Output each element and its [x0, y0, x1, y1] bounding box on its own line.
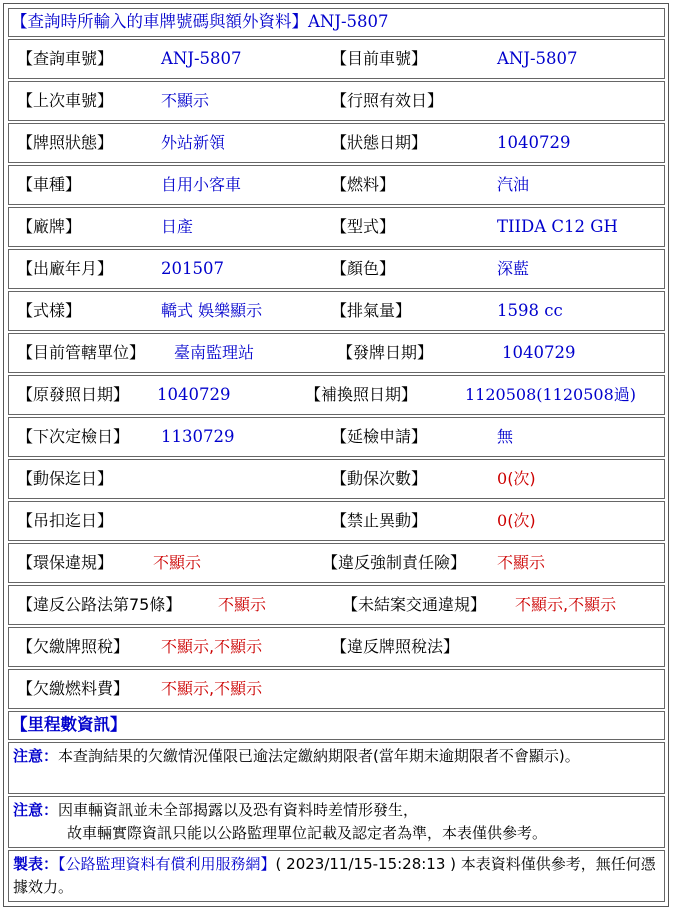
label-manufacture-date: 【出廠年月】	[17, 259, 114, 278]
count-number: 0	[497, 469, 508, 488]
row-next-inspection	[8, 417, 665, 457]
ban-number: 0	[497, 511, 508, 530]
note-source	[8, 850, 665, 902]
label-fuel: 【燃料】	[331, 175, 396, 194]
note-disclaimer-line2: 故車輛實際資訊只能以公路監理單位記載及認定者為準，本表僅供參考。	[67, 824, 548, 842]
value-displacement: 1598 cc	[497, 300, 563, 320]
value-model: TIIDA C12 GH	[497, 216, 618, 236]
label-brand: 【廠牌】	[17, 217, 82, 236]
label-insurance-violation: 【違反強制責任險】	[322, 553, 467, 572]
row-license-tax	[8, 627, 665, 667]
label-body-style: 【式樣】	[17, 301, 82, 320]
value-plate-issue-date: 1040729	[502, 342, 576, 362]
label-environment-violation: 【環保違規】	[17, 553, 114, 572]
value-next-inspection: 1130729	[161, 426, 235, 446]
label-license-tax-law: 【違反牌照稅法】	[331, 637, 460, 656]
label-next-inspection: 【下次定檢日】	[17, 427, 130, 446]
row-vehicle-type	[8, 165, 665, 205]
row-original-license-date	[8, 375, 665, 415]
row-body-style	[8, 291, 665, 331]
label-license-tax-arrears: 【欠繳牌照稅】	[17, 637, 130, 656]
value-previous-plate: 不顯示	[161, 91, 210, 110]
title-row	[8, 8, 665, 37]
label-status-date: 【狀態日期】	[331, 133, 428, 152]
label-original-license-date: 【原發照日期】	[17, 385, 130, 404]
value-vehicle-type: 自用小客車	[161, 175, 242, 194]
label-extension-request: 【延檢申請】	[331, 427, 428, 446]
label-current-plate: 【目前車號】	[331, 49, 428, 68]
row-environment-violation	[8, 543, 665, 583]
note-source-tag: 製表：	[13, 855, 59, 873]
value-fuel: 汽油	[497, 175, 530, 194]
note-arrears	[8, 742, 665, 794]
value-status-date: 1040729	[497, 132, 571, 152]
value-fuel-fee-arrears: 不顯示,不顯示	[161, 679, 263, 698]
note-disclaimer	[8, 796, 665, 848]
value-manufacture-date: 201507	[161, 258, 224, 278]
label-previous-plate: 【上次車號】	[17, 91, 114, 110]
label-pending-traffic-violation: 【未結案交通違規】	[342, 595, 487, 614]
value-jurisdiction: 臺南監理站	[174, 343, 255, 362]
value-environment-violation: 不顯示	[153, 553, 202, 572]
label-movable-security-end: 【動保迄日】	[17, 469, 114, 488]
label-license-valid-date: 【行照有效日】	[331, 91, 444, 110]
title-label: 【查詢時所輸入的車牌號碼與額外資料】	[11, 12, 308, 32]
note-disclaimer-tag: 注意：	[13, 801, 59, 819]
note-arrears-tag: 注意：	[13, 747, 59, 765]
label-vehicle-type: 【車種】	[17, 175, 82, 194]
value-body-style: 轎式 娛樂顯示	[161, 301, 263, 320]
row-brand	[8, 207, 665, 247]
value-pending-traffic-violation: 不顯示,不顯示	[515, 595, 617, 614]
row-movable-security	[8, 459, 665, 499]
row-fuel-fee	[8, 669, 665, 709]
title	[11, 9, 389, 36]
label-highway-law: 【違反公路法第75條】	[17, 595, 182, 614]
label-movable-security-count: 【動保次數】	[331, 469, 428, 488]
row-query-plate	[8, 39, 665, 79]
label-suspension-end: 【吊扣迄日】	[17, 511, 114, 530]
value-license-tax-arrears: 不顯示,不顯示	[161, 637, 263, 656]
value-color: 深藍	[497, 259, 530, 278]
ban-unit: (次)	[507, 511, 536, 530]
note-source-text: ( 2023/11/15-15:28:13 ) 本表資料僅供參考，無任何憑據效力。	[13, 855, 656, 896]
value-brand: 日產	[161, 217, 194, 236]
note-disclaimer-line1: 因車輛資訊並未全部揭露以及恐有資料時差情形發生，	[58, 801, 419, 819]
value-movable-security-count	[497, 460, 536, 498]
note-source-link[interactable]: 【公路監理資料有償利用服務網】	[58, 855, 276, 873]
label-jurisdiction: 【目前管轄單位】	[17, 343, 146, 362]
label-plate-status: 【牌照狀態】	[17, 133, 114, 152]
value-plate-status: 外站新領	[161, 133, 226, 152]
label-transfer-ban: 【禁止異動】	[331, 511, 428, 530]
label-reissue-date: 【補換照日期】	[305, 385, 418, 404]
row-highway-law	[8, 585, 665, 625]
label-fuel-fee-arrears: 【欠繳燃料費】	[17, 679, 130, 698]
note-arrears-text: 本查詢結果的欠繳情況僅限已逾法定繳納期限者(當年期末逾期限者不會顯示)。	[58, 747, 580, 765]
label-displacement: 【排氣量】	[331, 301, 412, 320]
row-manufacture-date	[8, 249, 665, 289]
value-highway-law: 不顯示	[218, 595, 267, 614]
label-model: 【型式】	[331, 217, 396, 236]
label-plate-issue-date: 【發牌日期】	[337, 343, 434, 362]
value-insurance-violation: 不顯示	[497, 553, 546, 572]
label-query-plate: 【查詢車號】	[17, 49, 114, 68]
count-unit: (次)	[507, 469, 536, 488]
mileage-heading: 【里程數資訊】	[11, 715, 127, 735]
title-plate: ANJ-5807	[308, 12, 389, 32]
value-current-plate: ANJ-5807	[497, 48, 578, 68]
row-previous-plate	[8, 81, 665, 121]
row-plate-status	[8, 123, 665, 163]
row-jurisdiction	[8, 333, 665, 373]
value-query-plate: ANJ-5807	[161, 48, 242, 68]
row-suspension	[8, 501, 665, 541]
value-transfer-ban	[497, 502, 536, 540]
mileage-row	[8, 711, 665, 740]
value-reissue-date: 1120508(1120508過)	[465, 385, 637, 404]
value-extension-request: 無	[497, 427, 514, 446]
value-original-license-date: 1040729	[157, 384, 231, 404]
label-color: 【顏色】	[331, 259, 396, 278]
